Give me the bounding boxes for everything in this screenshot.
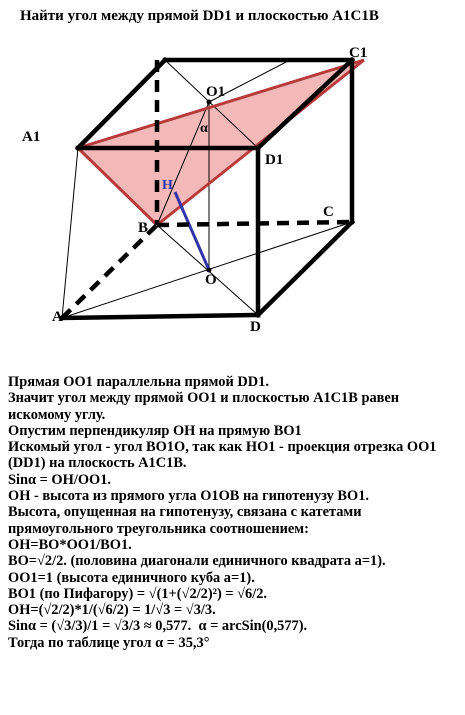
edge-a-d — [62, 315, 258, 318]
label-a: A — [52, 309, 63, 325]
solution-line: Тогда по таблице угол α = 35,3° — [8, 634, 210, 651]
label-h: H — [162, 178, 173, 193]
solution-line: Значит угол между прямой OO1 и плоскостью A1C1B равен искомому углу. — [8, 390, 403, 423]
label-a1: A1 — [22, 129, 41, 145]
edge-d-c — [258, 222, 352, 315]
label-o: O — [205, 272, 217, 288]
solution-line: Искомый угол - угол BO1O, так как HO1 - проекция отрезка OO1 (DD1) на плоскость A1C1B. — [8, 439, 441, 472]
label-alpha: α — [200, 121, 208, 136]
solution-line: OH - высота из прямого угла O1OB на гипотенузу BO1. — [8, 488, 369, 505]
solution-line: Опустим перпендикуляр OH на прямую BO1 — [8, 422, 302, 439]
edge-b-c — [157, 222, 352, 225]
edge-a-b — [62, 225, 157, 318]
solution-line: BO=√2/2. (половина диагонали единичного квадрата a=1). — [8, 553, 386, 570]
perpendicular-oh — [175, 192, 209, 270]
label-o1: O1 — [206, 84, 226, 100]
label-d: D — [250, 319, 261, 335]
edge-a-a1 — [62, 148, 78, 318]
label-d1: D1 — [265, 152, 284, 168]
solution-line: BO1 (по Пифагору) = √(1+(√2/2)²) = √6/2. — [8, 585, 268, 602]
solution-line: Прямая OO1 параллельна прямой DD1. — [8, 374, 269, 390]
solution-line: Sinα = OH/OO1. — [8, 471, 111, 488]
solution-line: OH=BO*OO1/BO1. — [8, 536, 132, 553]
problem-title: Найти угол между прямой DD1 и плоскостью A1C1B — [20, 8, 379, 24]
solution-line: Высота, опущенная на гипотенузу, связана с катетами прямоугольного треугольника соотношением: — [8, 504, 366, 537]
label-c: C — [323, 204, 334, 220]
solution-line: OO1=1 (высота единичного куба a=1). — [8, 569, 255, 586]
solution-line: OH=(√2/2)*1/(√6/2) = 1/√3 = √3/3. — [8, 602, 216, 619]
solution-line: Sinα = (√3/3)/1 = √3/3 ≈ 0,577. α = arcSin(0,577). — [8, 618, 308, 635]
label-b: B — [138, 220, 149, 236]
solution-text — [8, 374, 458, 651]
label-c1: C1 — [349, 45, 368, 61]
